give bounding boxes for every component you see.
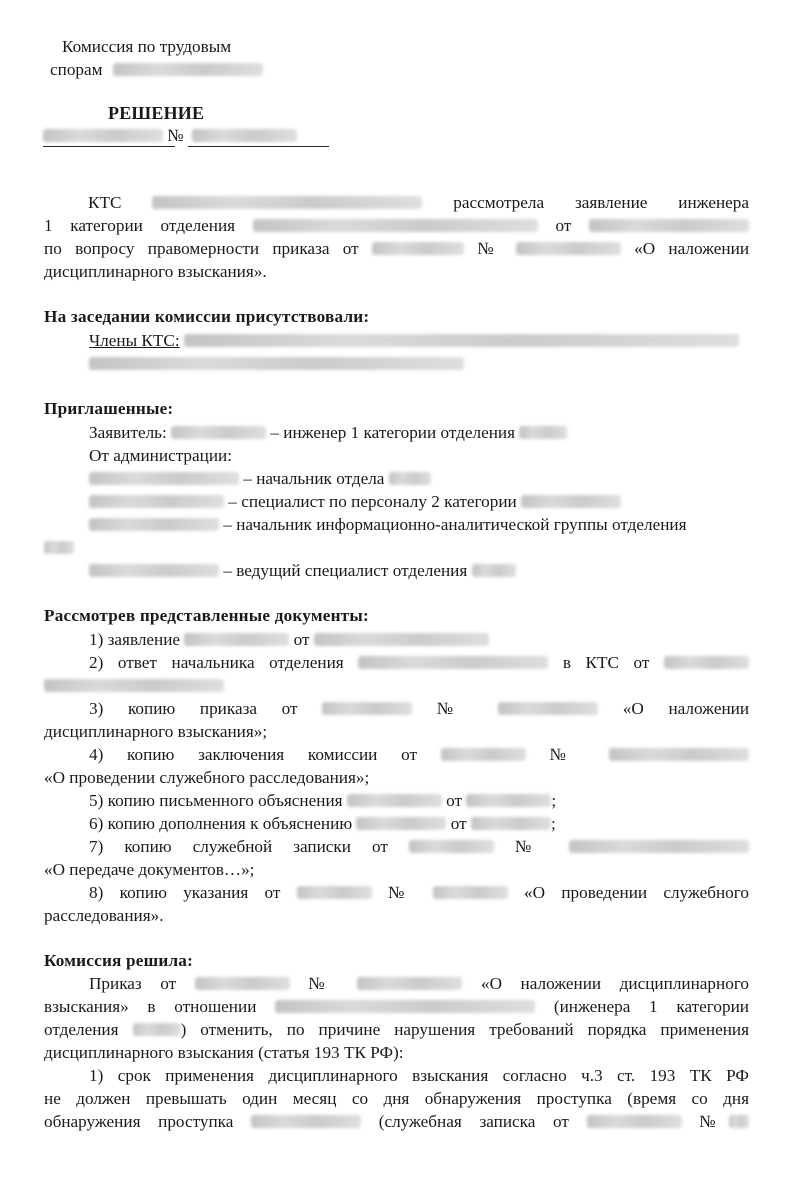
redacted-name xyxy=(358,656,548,669)
redacted-date xyxy=(466,794,551,807)
redacted-date xyxy=(195,977,290,990)
admin-line-3-cont xyxy=(44,536,74,559)
redacted-department xyxy=(389,472,431,485)
doc-item-2-cont xyxy=(44,674,224,697)
redacted-date xyxy=(43,129,163,142)
redacted-name xyxy=(275,1000,535,1013)
commission-name-line1: Комиссия по трудовым xyxy=(62,37,232,56)
redacted-members xyxy=(184,334,739,347)
redacted-department xyxy=(133,1023,181,1036)
redacted-date xyxy=(589,219,749,232)
admin-line-1: – начальник отдела xyxy=(89,467,431,490)
intro-line-2: 1 категории отделения от xyxy=(44,214,749,237)
admin-line-2: – специалист по персоналу 2 категории xyxy=(89,490,621,513)
admin-line-3: – начальник информационно-аналитической группы отделения xyxy=(89,513,687,536)
redacted-date xyxy=(322,702,412,715)
redacted-name xyxy=(356,817,446,830)
admin-label: От администрации: xyxy=(89,446,233,465)
doc-item-8-cont: расследования». xyxy=(44,906,164,925)
redacted-ktc-name xyxy=(152,196,422,209)
redacted-date xyxy=(441,748,526,761)
redacted-number xyxy=(498,702,598,715)
doc-item-8: 8) копию указания от № «О проведении служебного xyxy=(89,883,749,902)
date-underline xyxy=(43,146,175,147)
redacted-department xyxy=(519,426,567,439)
redacted-name xyxy=(347,794,442,807)
doc-item-6: 6) копию дополнения к объяснению от ; xyxy=(89,814,556,833)
decision-line-4: дисциплинарного взыскания (статья 193 ТК РФ): xyxy=(44,1043,404,1062)
decision-date-number: № xyxy=(43,124,297,147)
admin-line-4: – ведущий специалист отделения xyxy=(89,559,516,582)
redacted-date xyxy=(587,1115,682,1128)
redacted-date xyxy=(297,886,372,899)
redacted-date xyxy=(372,242,464,255)
redacted-number xyxy=(357,977,462,990)
doc-item-1: 1) заявление от xyxy=(89,628,489,651)
redacted-name xyxy=(171,426,266,439)
redacted-members xyxy=(89,357,464,370)
redacted-department xyxy=(44,541,74,554)
intro-line-1: КТС рассмотрела заявление инженера xyxy=(88,193,750,212)
decision-line-7: обнаружения проступка (служебная записка от № xyxy=(44,1110,749,1133)
members-line-1: Члены КТС: xyxy=(89,329,739,352)
decision-line-3: отделения ) отменить, по причине нарушения требований порядка применения xyxy=(44,1020,749,1039)
decision-line-6: не должен превышать один месяц со дня обнаружения проступка (время со дня xyxy=(44,1089,749,1108)
doc-item-3: 3) копию приказа от № «О наложении xyxy=(89,699,750,718)
doc-item-4-cont: «О проведении служебного расследования»; xyxy=(44,768,370,787)
redacted-name xyxy=(89,564,219,577)
document-title: РЕШЕНИЕ xyxy=(108,103,205,123)
invited-heading: Приглашенные: xyxy=(44,399,174,418)
redacted-date xyxy=(314,633,489,646)
redacted-number xyxy=(192,129,297,142)
commission-name-line2: спорам xyxy=(50,58,263,81)
doc-item-3-cont: дисциплинарного взыскания»; xyxy=(44,722,268,741)
redacted-date xyxy=(471,817,551,830)
applicant-line: Заявитель: – инженер 1 категории отделения xyxy=(89,421,567,444)
doc-item-7: 7) копию служебной записки от № xyxy=(44,835,749,858)
redacted-department xyxy=(253,219,538,232)
intro-line-4: дисциплинарного взыскания». xyxy=(44,262,267,281)
redacted-date xyxy=(664,656,749,669)
documents-heading: Рассмотрев представленные документы: xyxy=(44,606,369,625)
redacted-date xyxy=(409,840,494,853)
redacted-number xyxy=(433,886,508,899)
doc-item-5: 5) копию письменного объяснения от ; xyxy=(89,791,557,810)
redacted-name xyxy=(89,495,224,508)
redacted-organization xyxy=(113,63,263,76)
redacted-name xyxy=(89,518,219,531)
present-heading: На заседании комиссии присутствовали: xyxy=(44,307,370,326)
decision-line-5: 1) срок применения дисциплинарного взыскания согласно ч.3 ст. 193 ТК РФ xyxy=(89,1066,749,1085)
redacted-number xyxy=(609,748,749,761)
redacted-name xyxy=(89,472,239,485)
redacted-number xyxy=(516,242,621,255)
members-line-2 xyxy=(89,352,464,375)
doc-item-2: 2) ответ начальника отделения в КТС от xyxy=(44,651,749,674)
redacted-name xyxy=(184,633,289,646)
intro-line-3: по вопросу правомерности приказа от № «О наложении xyxy=(44,239,750,258)
decision-line-1: Приказ от № «О наложении дисциплинарного xyxy=(89,974,750,993)
redacted-category xyxy=(521,495,621,508)
redacted-date xyxy=(251,1115,361,1128)
redacted-department xyxy=(472,564,516,577)
doc-item-4: 4) копию заключения комиссии от № xyxy=(44,743,749,766)
redacted-reference xyxy=(44,679,224,692)
number-underline xyxy=(188,146,329,147)
redacted-number xyxy=(569,840,749,853)
doc-item-7-cont: «О передаче документов…»; xyxy=(44,860,255,879)
decision-heading: Комиссия решила: xyxy=(44,951,193,970)
decision-line-2: взыскания» в отношении (инженера 1 категории xyxy=(44,997,749,1016)
redacted-number xyxy=(729,1115,749,1128)
